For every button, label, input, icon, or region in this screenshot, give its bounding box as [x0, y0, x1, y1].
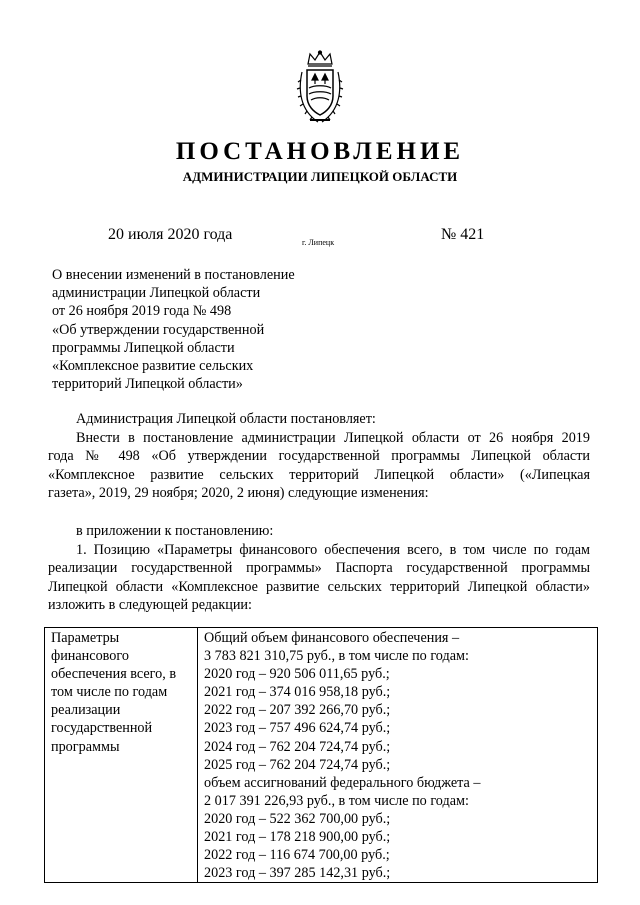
cell-line: 2024 год – 762 204 724,74 руб.; [204, 738, 391, 755]
body-line: реализации государственной программы» Паспорта государственной программы [48, 560, 590, 577]
resolution-paragraph [48, 410, 590, 503]
caption-line: от 26 ноября 2019 года № 498 [52, 303, 232, 320]
caption-line: администрации Липецкой области [52, 285, 261, 302]
body-line: «Комплексное развитие сельских территорий Липецкой области» («Липецкая [48, 466, 590, 483]
cell-line: 2022 год – 116 674 700,00 руб.; [204, 847, 390, 864]
cell-line: 2023 год – 757 496 624,74 руб.; [204, 720, 391, 737]
cell-line: финансового [51, 648, 129, 665]
financing-table [44, 627, 598, 883]
cell-line: 2 017 391 226,93 руб., в том числе по годам: [204, 792, 469, 809]
cell-line: том числе по годам [51, 684, 168, 701]
document-caption [52, 266, 332, 393]
cell-line: 3 783 821 310,75 руб., в том числе по годам: [204, 648, 469, 665]
caption-line: территорий Липецкой области» [52, 376, 243, 393]
cell-line: Параметры [51, 630, 120, 646]
cell-line: государственной [51, 720, 153, 737]
coat-of-arms-emblem [296, 50, 344, 126]
cell-line: 2023 год – 397 285 142,31 руб.; [204, 865, 391, 882]
body-line: газета», 2019, 29 ноября; 2020, 2 июня) следующие изменения: [48, 485, 429, 502]
table-row [45, 628, 598, 883]
cell-line: обеспечения всего, в [51, 666, 177, 683]
caption-line: О внесении изменений в постановление [52, 267, 295, 283]
table-cell-amounts [198, 628, 598, 883]
body-line: Внести в постановление администрации Липецкой области от 26 ноября 2019 [76, 429, 590, 446]
document-date: 20 июля 2020 года [108, 226, 233, 243]
cell-line: программы [51, 738, 120, 755]
caption-line: «Комплексное развитие сельских [52, 358, 254, 375]
document-title: ПОСТАНОВЛЕНИЕ [175, 138, 465, 165]
cell-line: реализации [51, 702, 121, 719]
amendment-paragraph [48, 522, 590, 615]
resolution-intro: Администрация Липецкой области постановляет: [76, 411, 376, 427]
caption-line: программы Липецкой области [52, 339, 235, 356]
body-line: изложить в следующей редакции: [48, 597, 252, 614]
cell-line: 2020 год – 522 362 700,00 руб.; [204, 810, 391, 827]
table-cell-parameter [45, 628, 198, 883]
cell-line: Общий объем финансового обеспечения – [204, 630, 460, 646]
cell-line: 2025 год – 762 204 724,74 руб.; [204, 756, 391, 773]
cell-line: 2022 год – 207 392 266,70 руб.; [204, 702, 391, 719]
cell-line: объем ассигнований федерального бюджета – [204, 774, 481, 791]
appendix-line: в приложении к постановлению: [76, 523, 274, 539]
cell-line: 2021 год – 374 016 958,18 руб.; [204, 684, 391, 701]
body-line: 1. Позицию «Параметры финансового обеспечения всего, в том числе по годам [76, 541, 590, 558]
body-line: Липецкой области «Комплексное развитие сельских территорий Липецкой области» [48, 578, 590, 595]
caption-line: «Об утверждении государственной [52, 321, 265, 338]
body-line: года № 498 «Об утверждении государственной программы Липецкой области [48, 448, 590, 465]
document-subtitle: АДМИНИСТРАЦИИ ЛИПЕЦКОЙ ОБЛАСТИ [182, 169, 458, 184]
cell-line: 2021 год – 178 218 900,00 руб.; [204, 829, 391, 846]
document-city: г. Липецк [302, 238, 335, 247]
document-number: № 421 [441, 226, 485, 243]
cell-line: 2020 год – 920 506 011,65 руб.; [204, 666, 390, 683]
